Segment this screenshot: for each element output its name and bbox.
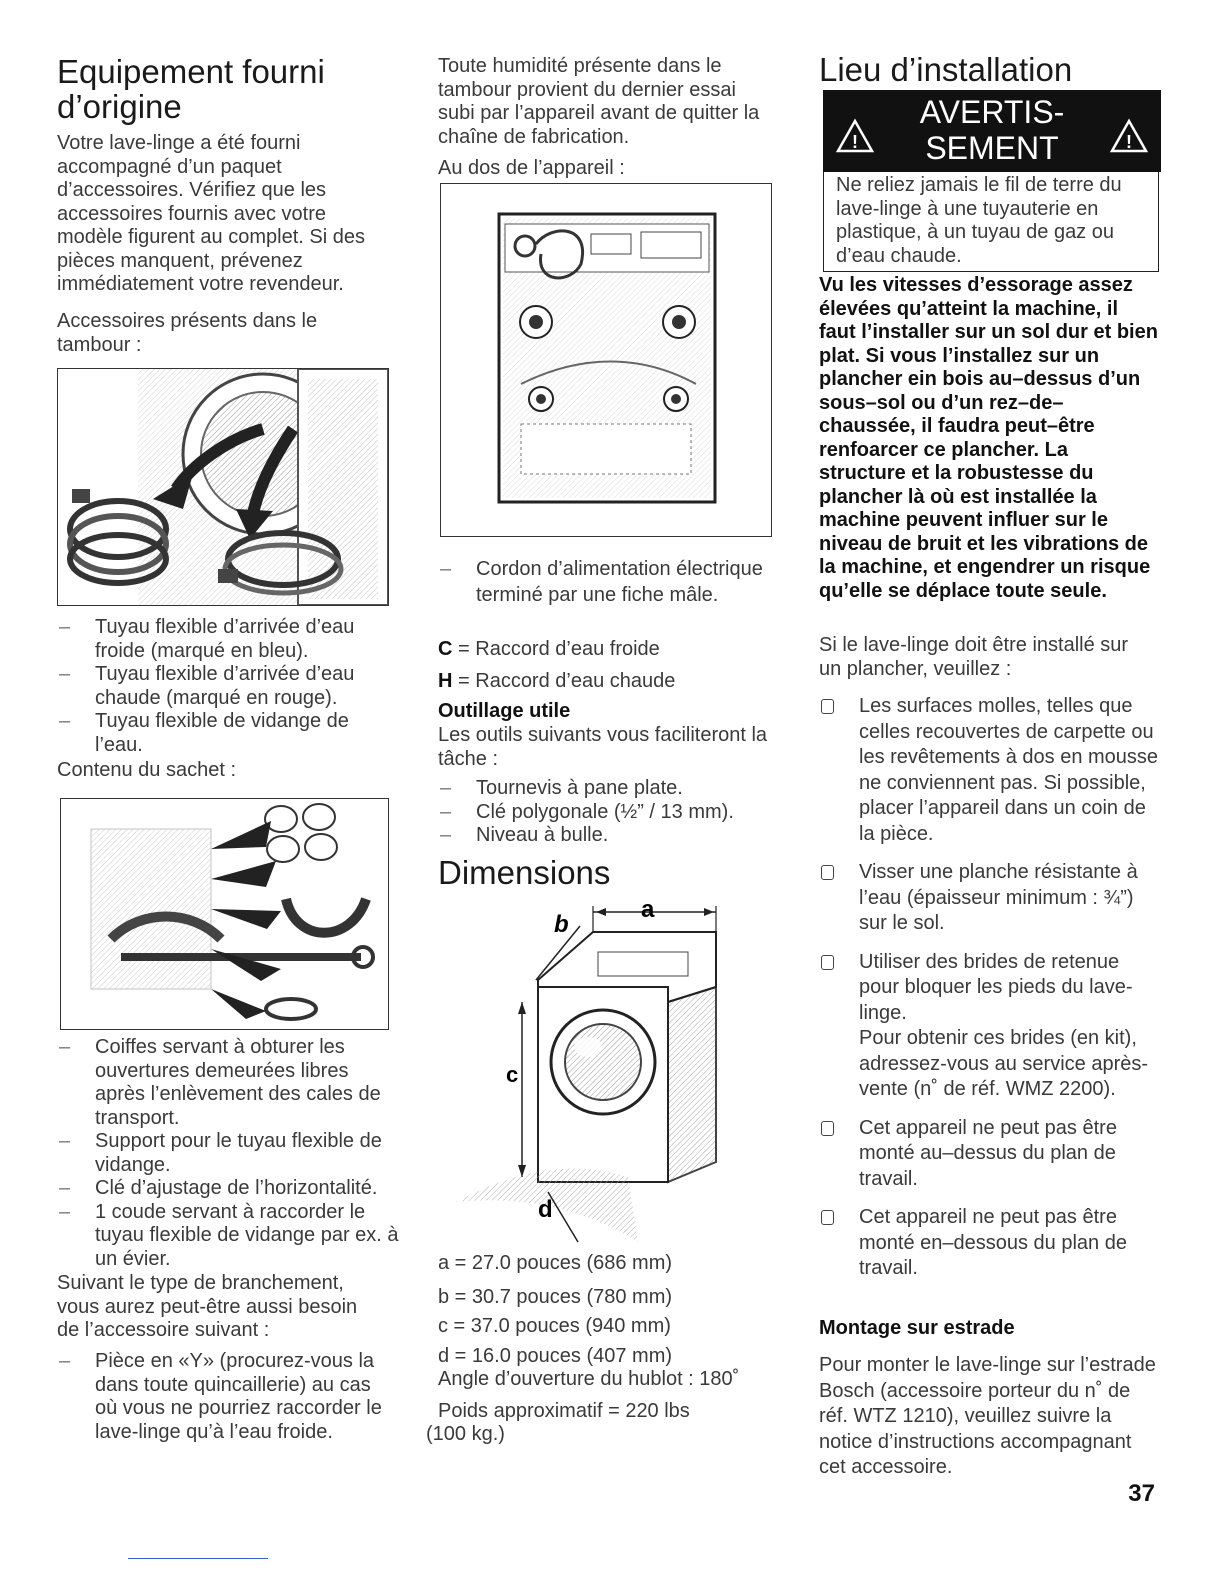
bag-contents-figure xyxy=(60,798,389,1030)
list-item: – Tuyau flexible d’arrivée d’eau chaude (marqué en rouge). xyxy=(57,663,372,710)
list-item: – Coiffes servant à obturer les ouvertures demeurées libres après l’enlèvement des cales de transport. xyxy=(57,1036,402,1130)
list-item: – Tuyau flexible de vidange de l’eau. xyxy=(57,710,372,757)
checkbox-icon xyxy=(821,955,834,970)
warning-box xyxy=(823,172,1159,272)
list-item: – Tournevis à pane plate. xyxy=(438,777,778,801)
appliance-back-illustration xyxy=(441,184,771,536)
dimensions-diagram xyxy=(438,892,768,1252)
dim-c: c = 37.0 pouces (940 mm) xyxy=(438,1315,671,1337)
drum-items-list xyxy=(57,616,372,757)
svg-text:!: ! xyxy=(852,132,858,152)
extra-accessory-text: Suivant le type de branchement, vous aurez peut-être aussi besoin de l’accessoire suivant : xyxy=(57,1272,358,1341)
humidity-text: Toute humidité présente dans le tambour provient du dernier essai subi par l’appareil avant de quitter la chaîne de fabrication. xyxy=(438,55,760,148)
dim-a: a = 27.0 pouces (686 mm) xyxy=(438,1252,673,1274)
drum-accessories-figure xyxy=(57,368,389,606)
estrade-title: Montage sur estrade xyxy=(819,1317,1015,1339)
warning-banner xyxy=(823,90,1161,172)
warning-heading xyxy=(883,94,1101,166)
list-item xyxy=(819,860,1159,937)
tools-title: Outillage utile xyxy=(438,700,571,722)
list-item xyxy=(819,1205,1159,1282)
list-item: – Cordon d’alimentation électrique terminé par une fiche mâle. xyxy=(438,556,778,608)
title-line-1: Equipement fourni xyxy=(57,53,325,90)
checkbox-icon xyxy=(821,1121,834,1136)
drum-hoses-illustration xyxy=(58,369,388,605)
installation-title: Lieu d’installation xyxy=(819,51,1073,88)
back-label: Au dos de l’appareil : xyxy=(438,157,625,179)
title-line-2: d’origine xyxy=(57,87,182,125)
cold-key: C xyxy=(438,638,453,660)
door-angle: Angle d’ouverture du hublot : 180˚ xyxy=(438,1368,740,1390)
list-item: – Pièce en «Y» (procurez-vous la dans toute quincaillerie) au cas où vous ne pourriez raccorder le lave-linge qu’à l’eau froide. xyxy=(57,1350,387,1444)
appliance-back-figure xyxy=(440,183,772,537)
intro-paragraph: Votre lave-linge a été fourni accompagné d’un paquet d’accessoires. Vérifiez que les accessoires fournis avec votre modèle figurent au complet. Si des pièces manquent, prévenez immédiatement votre revendeur. xyxy=(57,132,365,295)
hot-text: = Raccord d’eau chaude xyxy=(452,670,676,692)
back-items-list xyxy=(438,556,778,608)
list-item: – Tuyau flexible d’arrivée d’eau froide (marqué en bleu). xyxy=(57,616,372,663)
label-c: c xyxy=(506,1062,519,1087)
tools-list xyxy=(438,777,778,848)
bag-label: Contenu du sachet : xyxy=(57,759,237,781)
checklist-text: Utiliser des brides de retenue pour bloquer les pieds du lave-linge. xyxy=(859,950,1133,1024)
checklist-text: Visser une planche résistante à l’eau (épaisseur minimum : ¾”) sur le sol. xyxy=(859,861,1138,934)
list-item: – Niveau à bulle. xyxy=(438,824,778,848)
warning-text: Ne reliez jamais le fil de terre du lave-linge à une tuyauterie en plastique, à un tuyau de gaz ou d’eau chaude. xyxy=(836,174,1122,267)
extra-items-list xyxy=(57,1350,387,1444)
checkbox-icon xyxy=(821,1210,834,1225)
bag-items-list xyxy=(57,1036,402,1271)
checkbox-icon xyxy=(821,865,834,880)
label-d: d xyxy=(538,1196,553,1223)
hot-connection xyxy=(438,670,778,694)
checklist-text: Les surfaces molles, telles que celles recouvertes de carpette ou les revêtements à dos en mousse ne conviennent pas. Si possible, placer l’appareil dans un coin de la pièce. xyxy=(859,695,1159,845)
list-item: – Clé polygonale (½” / 13 mm). xyxy=(438,801,778,825)
tools-intro: Les outils suivants vous faciliteront la tâche : xyxy=(438,724,768,770)
weight-line-2: (100 kg.) xyxy=(426,1423,505,1445)
floor-intro: Si le lave-linge doit être installé sur un plancher, veuillez : xyxy=(819,634,1129,680)
brides-note: Pour obtenir ces brides (en kit), adressez-vous au service après-vente (n˚ de réf. WMZ 2200). xyxy=(859,1027,1149,1100)
estrade-text: Pour monter le lave-linge sur l’estrade Bosch (accessoire porteur du n˚ de réf. WTZ 1210), veuillez suivre la notice d’instructions accompagnant cet accessoire. xyxy=(819,1354,1156,1478)
checkbox-icon xyxy=(821,699,834,714)
list-item xyxy=(819,694,1159,847)
warning-triangle-icon xyxy=(835,118,875,154)
weight-line-1: Poids approximatif = 220 lbs xyxy=(438,1399,690,1422)
hot-key: H xyxy=(438,670,453,692)
floor-checklist xyxy=(819,694,1159,1295)
checklist-text: Cet appareil ne peut pas être monté en–dessous du plan de travail. xyxy=(859,1206,1127,1279)
list-item: – Support pour le tuyau flexible de vidange. xyxy=(57,1130,402,1177)
section-title-equipement xyxy=(57,55,402,124)
warning-line-1: AVERTIS- xyxy=(919,94,1065,130)
dim-b: b = 30.7 pouces (780 mm) xyxy=(438,1285,673,1308)
cold-connection xyxy=(438,638,778,662)
footer-rule xyxy=(128,1558,268,1559)
svg-text:!: ! xyxy=(1126,132,1132,152)
cold-text: = Raccord d’eau froide xyxy=(452,638,660,660)
list-item xyxy=(819,950,1159,1103)
drum-label: Accessoires présents dans le tambour : xyxy=(57,310,318,356)
page-number: 37 xyxy=(1128,1480,1155,1507)
list-item: – Clé d’ajustage de l’horizontalité. xyxy=(57,1177,402,1201)
list-item: – 1 coude servant à raccorder le tuyau flexible de vidange par ex. à un évier. xyxy=(57,1201,402,1272)
list-item xyxy=(819,1116,1159,1193)
label-a: a xyxy=(641,896,655,923)
floor-warning-paragraph: Vu les vitesses d’essorage assez élevées qu’atteint la machine, il faut l’installer sur un sol dur et bien plat. Si vous l’installez sur un plancher ein bois au–dessus d’un sous–sol ou d’un rez–de–chaussée, il faudra peut–être renfoarcer ce plancher. La structure et la robustesse du plancher là où est installée la machine peuvent influer sur le niveau de bruit et les vibrations de la machine, et engendrer un risque qu’elle se déplace toute seule. xyxy=(819,274,1158,602)
warning-line-2: SEMENT xyxy=(925,130,1059,166)
label-b: b xyxy=(554,911,569,938)
dimensions-title: Dimensions xyxy=(438,854,611,891)
bag-contents-illustration xyxy=(61,799,388,1029)
dimension-values xyxy=(426,1252,778,1447)
dim-d: d = 16.0 pouces (407 mm) xyxy=(438,1344,673,1367)
warning-triangle-icon xyxy=(1109,118,1149,154)
checklist-text: Cet appareil ne peut pas être monté au–dessus du plan de travail. xyxy=(859,1116,1117,1190)
